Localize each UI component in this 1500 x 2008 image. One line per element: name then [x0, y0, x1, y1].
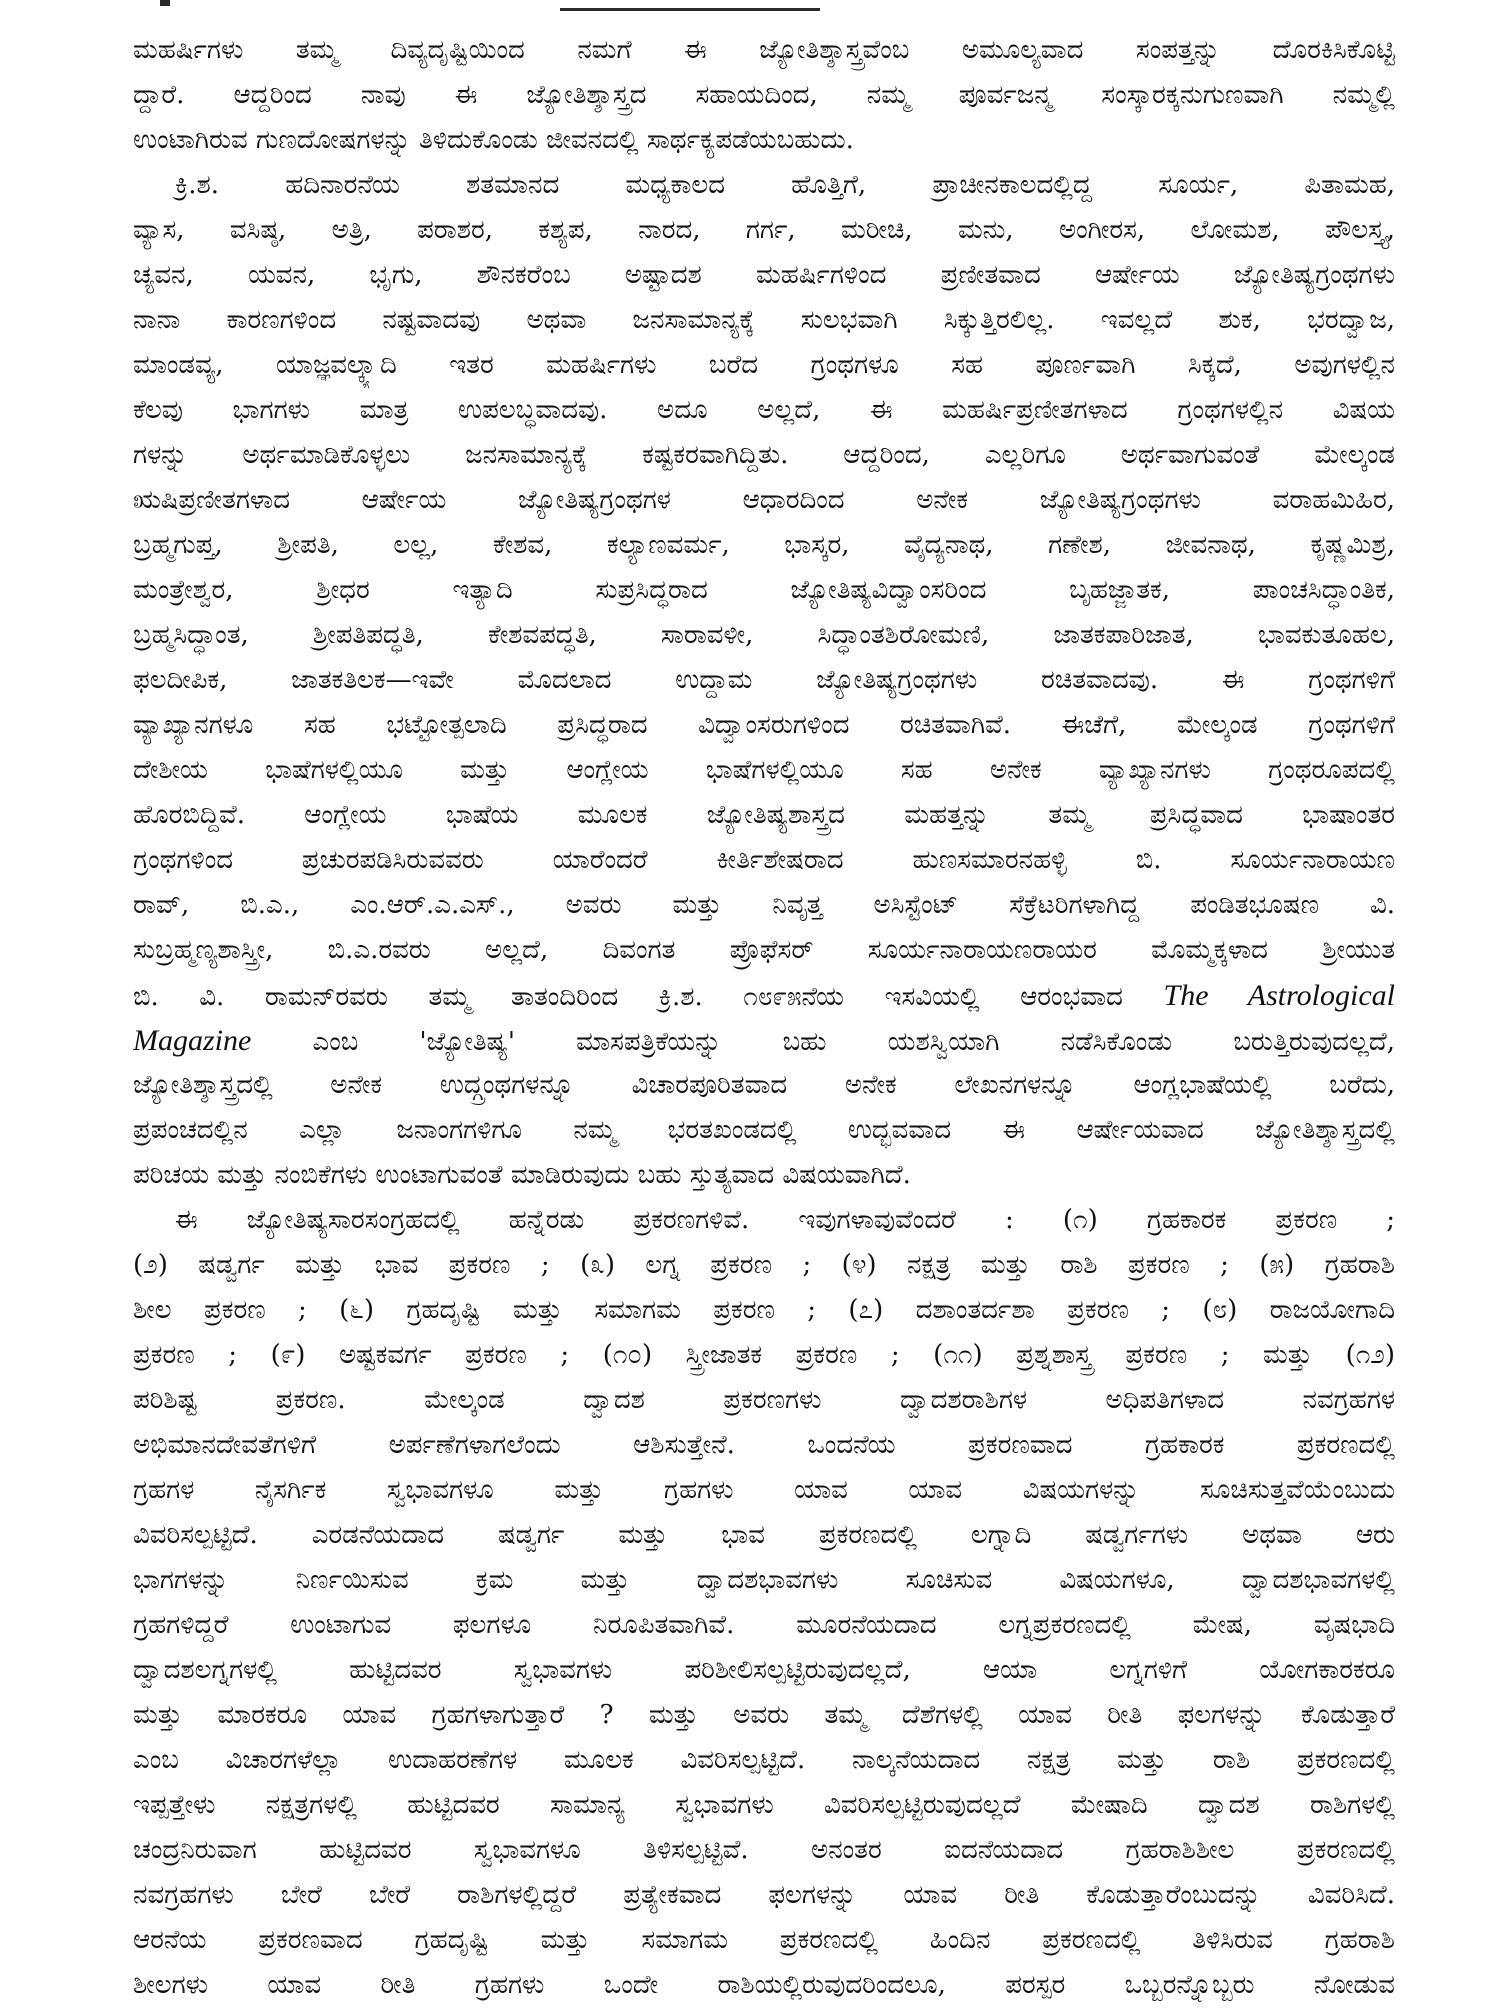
text-line: ಪ್ರಕರಣ ; (೯) ಅಷ್ಟಕವರ್ಗ ಪ್ರಕರಣ ; (೧೦) ಸ್ತ್ರೀಜಾತಕ ಪ್ರಕರಣ ; (೧೧) ಪ್ರಶ್ನಶಾಸ್ತ್ರ ಪ್ರಕರಣ ; ಮತ್ತು (೧೨): [133, 1340, 1395, 1370]
text-line: ಗ್ರಂಥಗಳಿಂದ ಪ್ರಚುರಪಡಿಸಿರುವವರು ಯಾರೆಂದರೆ ಕೀರ್ತಿಶೇಷರಾದ ಹುಣಸಮಾರನಹಳ್ಳಿ ಬಿ. ಸೂರ್ಯನಾರಾಯಣ: [133, 845, 1395, 875]
text-line: ಮಹರ್ಷಿಗಳು ತಮ್ಮ ದಿವ್ಯದೃಷ್ಟಿಯಿಂದ ನಮಗೆ ಈ ಜ್ಯೋತಿಶ್ಶಾಸ್ತ್ರವೆಂಬ ಅಮೂಲ್ಯವಾದ ಸಂಪತ್ತನ್ನು ದೊರಕಿಸಿಕೊಟ್ಟಿ: [133, 35, 1395, 65]
text-line: ಮಾಂಡವ್ಯ, ಯಾಜ್ಞವಲ್ಕ್ಯಾದಿ ಇತರ ಮಹರ್ಷಿಗಳು ಬರೆದ ಗ್ರಂಥಗಳೂ ಸಹ ಪೂರ್ಣವಾಗಿ ಸಿಕ್ಕದೆ, ಅವುಗಳಲ್ಲಿನ: [133, 350, 1395, 380]
text-line: ಚಂದ್ರನಿರುವಾಗ ಹುಟ್ಟಿದವರ ಸ್ವಭಾವಗಳೂ ತಿಳಿಸಲ್ಪಟ್ಟಿವೆ. ಅನಂತರ ಐದನೆಯದಾದ ಗ್ರಹರಾಶಿಶೀಲ ಪ್ರಕರಣದಲ್ಲಿ: [133, 1835, 1395, 1865]
text-line: ವಿವರಿಸಲ್ಪಟ್ಟಿದೆ. ಎರಡನೆಯದಾದ ಷಡ್ವರ್ಗ ಮತ್ತು ಭಾವ ಪ್ರಕರಣದಲ್ಲಿ ಲಗ್ನಾದಿ ಷಡ್ವರ್ಗಗಳು ಅಥವಾ ಆರು: [133, 1520, 1395, 1550]
paragraph: [133, 1198, 1395, 2008]
text-line: ಸುಬ್ರಹ್ಮಣ್ಯಶಾಸ್ತ್ರೀ, ಬಿ.ಎ.ರವರು ಅಲ್ಲದೆ, ದಿವಂಗತ ಪ್ರೊಫೆಸರ್ ಸೂರ್ಯನಾರಾಯಣರಾಯರ ಮೊಮ್ಮಕ್ಕಳಾದ ಶ್ರೀಯುತ: [133, 935, 1395, 965]
paragraph: [133, 163, 1395, 1198]
text-line: ಪರಿಚಯ ಮತ್ತು ನಂಬಿಕೆಗಳು ಉಂಟಾಗುವಂತೆ ಮಾಡಿರುವುದು ಬಹು ಸ್ತುತ್ಯವಾದ ವಿಷಯವಾಗಿದೆ.: [133, 1160, 911, 1190]
text-line: ಪರಿಶಿಷ್ಟ ಪ್ರಕರಣ. ಮೇಲ್ಕಂಡ ದ್ವಾದಶ ಪ್ರಕರಣಗಳು ದ್ವಾದಶರಾಶಿಗಳ ಅಧಿಪತಿಗಳಾದ ನವಗ್ರಹಗಳ: [133, 1385, 1395, 1415]
body-text: [133, 28, 1395, 2008]
kannada-text: ಬಿ. ವಿ. ರಾಮನ್‌ರವರು ತಮ್ಮ ತಾತಂದಿರಿಂದ ಕ್ರಿ.ಶ. ೧೮೯೫ನೆಯ ಇಸವಿಯಲ್ಲಿ ಆರಂಭವಾದ: [133, 982, 1123, 1012]
text-line: ಜ್ಯೋತಿಶ್ಶಾಸ್ತ್ರದಲ್ಲಿ ಅನೇಕ ಉದ್ಗ್ರಂಥಗಳನ್ನೂ ವಿಚಾರಪೂರಿತವಾದ ಅನೇಕ ಲೇಖನಗಳನ್ನೂ ಆಂಗ್ಲಭಾಷೆಯಲ್ಲಿ ಬರೆದು,: [133, 1070, 1395, 1100]
text-line: ನಾನಾ ಕಾರಣಗಳಿಂದ ನಷ್ಟವಾದವು ಅಥವಾ ಜನಸಾಮಾನ್ಯಕ್ಕೆ ಸುಲಭವಾಗಿ ಸಿಕ್ಕುತ್ತಿರಲಿಲ್ಲ. ಇವಲ್ಲದೆ ಶುಕ, ಭರದ್ವಾಜ,: [133, 305, 1395, 335]
text-line: ಕೆಲವು ಭಾಗಗಳು ಮಾತ್ರ ಉಪಲಬ್ಧವಾದವು. ಅದೂ ಅಲ್ಲದೆ, ಈ ಮಹರ್ಷಿಪ್ರಣೀತಗಳಾದ ಗ್ರಂಥಗಳಲ್ಲಿನ ವಿಷಯ: [133, 395, 1395, 425]
text-line: ಬ್ರಹ್ಮಗುಪ್ತ, ಶ್ರೀಪತಿ, ಲಲ್ಲ, ಕೇಶವ, ಕಲ್ಯಾಣವರ್ಮ, ಭಾಸ್ಕರ, ವೈದ್ಯನಾಥ, ಗಣೇಶ, ಜೀವನಾಥ, ಕೃಷ್ಣಮಿಶ್ರ,: [133, 530, 1395, 560]
text-line: ಈ ಜ್ಯೋತಿಷ್ಯಸಾರಸಂಗ್ರಹದಲ್ಲಿ ಹನ್ನೆರಡು ಪ್ರಕರಣಗಳಿವೆ. ಇವುಗಳಾವುವೆಂದರೆ : (೧) ಗ್ರಹಕಾರಕ ಪ್ರಕರಣ ;: [175, 1205, 1395, 1235]
text-line: ಗ್ರಹಗಳಿದ್ದರೆ ಉಂಟಾಗುವ ಫಲಗಳೂ ನಿರೂಪಿತವಾಗಿವೆ. ಮೂರನೆಯದಾದ ಲಗ್ನಪ್ರಕರಣದಲ್ಲಿ ಮೇಷ, ವೃಷಭಾದಿ: [133, 1610, 1395, 1640]
running-header: [560, 0, 820, 11]
text-line: ಗ್ರಹಗಳ ನೈಸರ್ಗಿಕ ಸ್ವಭಾವಗಳೂ ಮತ್ತು ಗ್ರಹಗಳು ಯಾವ ಯಾವ ವಿಷಯಗಳನ್ನು ಸೂಚಿಸುತ್ತವೆಯೆಂಬುದು: [133, 1475, 1395, 1505]
text-line: ಎಂಬ ವಿಚಾರಗಳೆಲ್ಲಾ ಉದಾಹರಣೆಗಳ ಮೂಲಕ ವಿವರಿಸಲ್ಪಟ್ಟಿದೆ. ನಾಲ್ಕನೆಯದಾದ ನಕ್ಷತ್ರ ಮತ್ತು ರಾಶಿ ಪ್ರಕರಣದಲ್ಲಿ: [133, 1745, 1395, 1775]
text-line: ಪ್ರಪಂಚದಲ್ಲಿನ ಎಲ್ಲಾ ಜನಾಂಗಗಳಿಗೂ ನಮ್ಮ ಭರತಖಂಡದಲ್ಲಿ ಉದ್ಭವವಾದ ಈ ಆರ್ಷೇಯವಾದ ಜ್ಯೋತಿಶ್ಶಾಸ್ತ್ರದಲ್ಲಿ: [133, 1115, 1395, 1145]
text-line: ಮತ್ತು ಮಾರಕರೂ ಯಾವ ಗ್ರಹಗಳಾಗುತ್ತಾರೆ ? ಮತ್ತು ಅವರು ತಮ್ಮ ದೆಶೆಗಳಲ್ಲಿ ಯಾವ ರೀತಿ ಫಲಗಳನ್ನು ಕೊಡುತ್ತಾರೆ: [133, 1700, 1395, 1730]
text-line: ಹೊರಬಿದ್ದಿವೆ. ಆಂಗ್ಲೇಯ ಭಾಷೆಯ ಮೂಲಕ ಜ್ಯೋತಿಷ್ಯಶಾಸ್ತ್ರದ ಮಹತ್ತನ್ನು ತಮ್ಮ ಪ್ರಸಿದ್ಧವಾದ ಭಾಷಾಂತರ: [133, 800, 1395, 830]
text-line: ರಾವ್, ಬಿ.ಎ., ಎಂ.ಆರ್.ಎ.ಎಸ್., ಅವರು ಮತ್ತು ನಿವೃತ್ತ ಅಸಿಸ್ಟೆಂಟ್ ಸೆಕ್ರೆಟರಿಗಳಾಗಿದ್ದ ಪಂಡಿತಭೂಷಣ ವಿ.: [133, 890, 1395, 920]
header-mark: [160, 0, 170, 6]
text-line: ಆರನೆಯ ಪ್ರಕರಣವಾದ ಗ್ರಹದೃಷ್ಟಿ ಮತ್ತು ಸಮಾಗಮ ಪ್ರಕರಣದಲ್ಲಿ ಹಿಂದಿನ ಪ್ರಕರಣದಲ್ಲಿ ತಿಳಿಸಿರುವ ಗ್ರಹರಾಶಿ: [133, 1925, 1395, 1955]
text-line-mixed: [133, 973, 1395, 1018]
text-line: ಶೀಲ ಪ್ರಕರಣ ; (೬) ಗ್ರಹದೃಷ್ಟಿ ಮತ್ತು ಸಮಾಗಮ ಪ್ರಕರಣ ; (೭) ದಶಾಂತರ್ದಶಾ ಪ್ರಕರಣ ; (೮) ರಾಜಯೋಗಾದಿ: [133, 1295, 1395, 1325]
text-line: ದ್ವಾದಶಲಗ್ನಗಳಲ್ಲಿ ಹುಟ್ಟಿದವರ ಸ್ವಭಾವಗಳು ಪರಿಶೀಲಿಸಲ್ಪಟ್ಟಿರುವುದಲ್ಲದೆ, ಆಯಾ ಲಗ್ನಗಳಿಗೆ ಯೋಗಕಾರಕರೂ: [133, 1655, 1395, 1685]
text-line: ಭಾಗಗಳನ್ನು ನಿರ್ಣಯಿಸುವ ಕ್ರಮ ಮತ್ತು ದ್ವಾದಶಭಾವಗಳು ಸೂಚಿಸುವ ವಿಷಯಗಳೂ, ದ್ವಾದಶಭಾವಗಳಲ್ಲಿ: [133, 1565, 1395, 1595]
text-line: ಚ್ಯವನ, ಯವನ, ಭೃಗು, ಶೌನಕರೆಂಬ ಅಷ್ಟಾದಶ ಮಹರ್ಷಿಗಳಿಂದ ಪ್ರಣೀತವಾದ ಆರ್ಷೇಯ ಜ್ಯೋತಿಷ್ಯಗ್ರಂಥಗಳು: [133, 260, 1395, 290]
text-line: ಋಷಿಪ್ರಣೀತಗಳಾದ ಆರ್ಷೇಯ ಜ್ಯೋತಿಷ್ಯಗ್ರಂಥಗಳ ಆಧಾರದಿಂದ ಅನೇಕ ಜ್ಯೋತಿಷ್ಯಗ್ರಂಥಗಳು ವರಾಹಮಿಹಿರ,: [133, 485, 1395, 515]
text-line: ಮಂತ್ರೇಶ್ವರ, ಶ್ರೀಧರ ಇತ್ಯಾದಿ ಸುಪ್ರಸಿದ್ಧರಾದ ಜ್ಯೋತಿಷ್ಯವಿದ್ವಾಂಸರಿಂದ ಬೃಹಜ್ಜಾತಕ, ಪಾಂಚಸಿದ್ಧಾಂತಿಕ,: [133, 575, 1395, 605]
text-line: ಫಲದೀಪಿಕ, ಜಾತಕತಿಲಕ—ಇವೇ ಮೊದಲಾದ ಉದ್ದಾಮ ಜ್ಯೋತಿಷ್ಯಗ್ರಂಥಗಳು ರಚಿತವಾದವು. ಈ ಗ್ರಂಥಗಳಿಗೆ: [133, 665, 1395, 695]
text-line-mixed: [133, 1018, 1395, 1063]
text-line: ಬ್ರಹ್ಮಸಿದ್ಧಾಂತ, ಶ್ರೀಪತಿಪದ್ಧತಿ, ಕೇಶವಪದ್ಧತಿ, ಸಾರಾವಳೀ, ಸಿದ್ಧಾಂತಶಿರೋಮಣಿ, ಜಾತಕಪಾರಿಜಾತ, ಭಾವಕುತೂಹಲ,: [133, 620, 1395, 650]
text-line: ಶೀಲಗಳು ಯಾವ ರೀತಿ ಗ್ರಹಗಳು ಒಂದೇ ರಾಶಿಯಲ್ಲಿರುವುದರಿಂದಲೂ, ಪರಸ್ಪರ ಒಬ್ಬರನ್ನೊಬ್ಬರು ನೋಡುವ: [133, 1970, 1395, 2000]
text-line: ವ್ಯಾಸ, ವಸಿಷ್ಠ, ಅತ್ರಿ, ಪರಾಶರ, ಕಶ್ಯಪ, ನಾರದ, ಗರ್ಗ, ಮರೀಚಿ, ಮನು, ಅಂಗೀರಸ, ಲೋಮಶ, ಪೌಲಸ್ತ್ಯ,: [133, 215, 1395, 245]
magazine-title-part2: Magazine: [133, 1024, 252, 1057]
text-line: ವ್ಯಾಖ್ಯಾನಗಳೂ ಸಹ ಭಟ್ಟೋತ್ಪಲಾದಿ ಪ್ರಸಿದ್ಧರಾದ ವಿದ್ವಾಂಸರುಗಳಿಂದ ರಚಿತವಾಗಿವೆ. ಈಚೆಗೆ, ಮೇಲ್ಕಂಡ ಗ್ರಂಥಗಳಿಗೆ: [133, 710, 1395, 740]
kannada-text: ಎಂಬ 'ಜ್ಯೋತಿಷ್ಯ' ಮಾಸಪತ್ರಿಕೆಯನ್ನು ಬಹು ಯಶಸ್ವಿಯಾಗಿ ನಡೆಸಿಕೊಂಡು ಬರುತ್ತಿರುವುದಲ್ಲದೆ,: [312, 1027, 1395, 1057]
text-line: ದೇಶೀಯ ಭಾಷೆಗಳಲ್ಲಿಯೂ ಮತ್ತು ಆಂಗ್ಲೇಯ ಭಾಷೆಗಳಲ್ಲಿಯೂ ಸಹ ಅನೇಕ ವ್ಯಾಖ್ಯಾನಗಳು ಗ್ರಂಥರೂಪದಲ್ಲಿ: [133, 755, 1395, 785]
text-line: ಉಂಟಾಗಿರುವ ಗುಣದೋಷಗಳನ್ನು ತಿಳಿದುಕೊಂಡು ಜೀವನದಲ್ಲಿ ಸಾರ್ಥಕ್ಯಪಡೆಯಬಹುದು.: [133, 125, 854, 155]
text-line: ನವಗ್ರಹಗಳು ಬೇರೆ ಬೇರೆ ರಾಶಿಗಳಲ್ಲಿದ್ದರೆ ಪ್ರತ್ಯೇಕವಾದ ಫಲಗಳನ್ನು ಯಾವ ರೀತಿ ಕೊಡುತ್ತಾರೆಂಬುದನ್ನು ವಿವರಿಸಿದೆ.: [133, 1880, 1395, 1910]
text-line: ಇಪ್ಪತ್ತೇಳು ನಕ್ಷತ್ರಗಳಲ್ಲಿ ಹುಟ್ಟಿದವರ ಸಾಮಾನ್ಯ ಸ್ವಭಾವಗಳು ವಿವರಿಸಲ್ಪಟ್ಟಿರುವುದಲ್ಲದೆ ಮೇಷಾದಿ ದ್ವಾದಶ ರಾಶಿಗಳಲ್ಲಿ: [133, 1790, 1395, 1820]
text-line: ಕ್ರಿ.ಶ. ಹದಿನಾರನೆಯ ಶತಮಾನದ ಮಧ್ಯಕಾಲದ ಹೊತ್ತಿಗೆ, ಪ್ರಾಚೀನಕಾಲದಲ್ಲಿದ್ದ ಸೂರ್ಯ, ಪಿತಾಮಹ,: [175, 170, 1395, 200]
text-line: ಅಭಿಮಾನದೇವತೆಗಳಿಗೆ ಅರ್ಪಣೆಗಳಾಗಲೆಂದು ಆಶಿಸುತ್ತೇನೆ. ಒಂದನೆಯ ಪ್ರಕರಣವಾದ ಗ್ರಹಕಾರಕ ಪ್ರಕರಣದಲ್ಲಿ: [133, 1430, 1395, 1460]
text-line: ಗಳನ್ನು ಅರ್ಥಮಾಡಿಕೊಳ್ಳಲು ಜನಸಾಮಾನ್ಯಕ್ಕೆ ಕಷ್ಟಕರವಾಗಿದ್ದಿತು. ಆದ್ದರಿಂದ, ಎಲ್ಲರಿಗೂ ಅರ್ಥವಾಗುವಂತೆ ಮೇಲ್ಕಂಡ: [133, 440, 1395, 470]
magazine-title-part1: The Astrological: [1163, 979, 1395, 1012]
text-line: ದ್ದಾರೆ. ಆದ್ದರಿಂದ ನಾವು ಈ ಜ್ಯೋತಿಶ್ಶಾಸ್ತ್ರದ ಸಹಾಯದಿಂದ, ನಮ್ಮ ಪೂರ್ವಜನ್ಮ ಸಂಸ್ಕಾರಕ್ಕನುಗುಣವಾಗಿ ನಮ್ಮಲ್ಲಿ: [133, 80, 1395, 110]
paragraph: [133, 28, 1395, 163]
text-line: (೨) ಷಡ್ವರ್ಗ ಮತ್ತು ಭಾವ ಪ್ರಕರಣ ; (೩) ಲಗ್ನ ಪ್ರಕರಣ ; (೪) ನಕ್ಷತ್ರ ಮತ್ತು ರಾಶಿ ಪ್ರಕರಣ ; (೫) ಗ್ರಹರಾಶಿ: [133, 1250, 1395, 1280]
